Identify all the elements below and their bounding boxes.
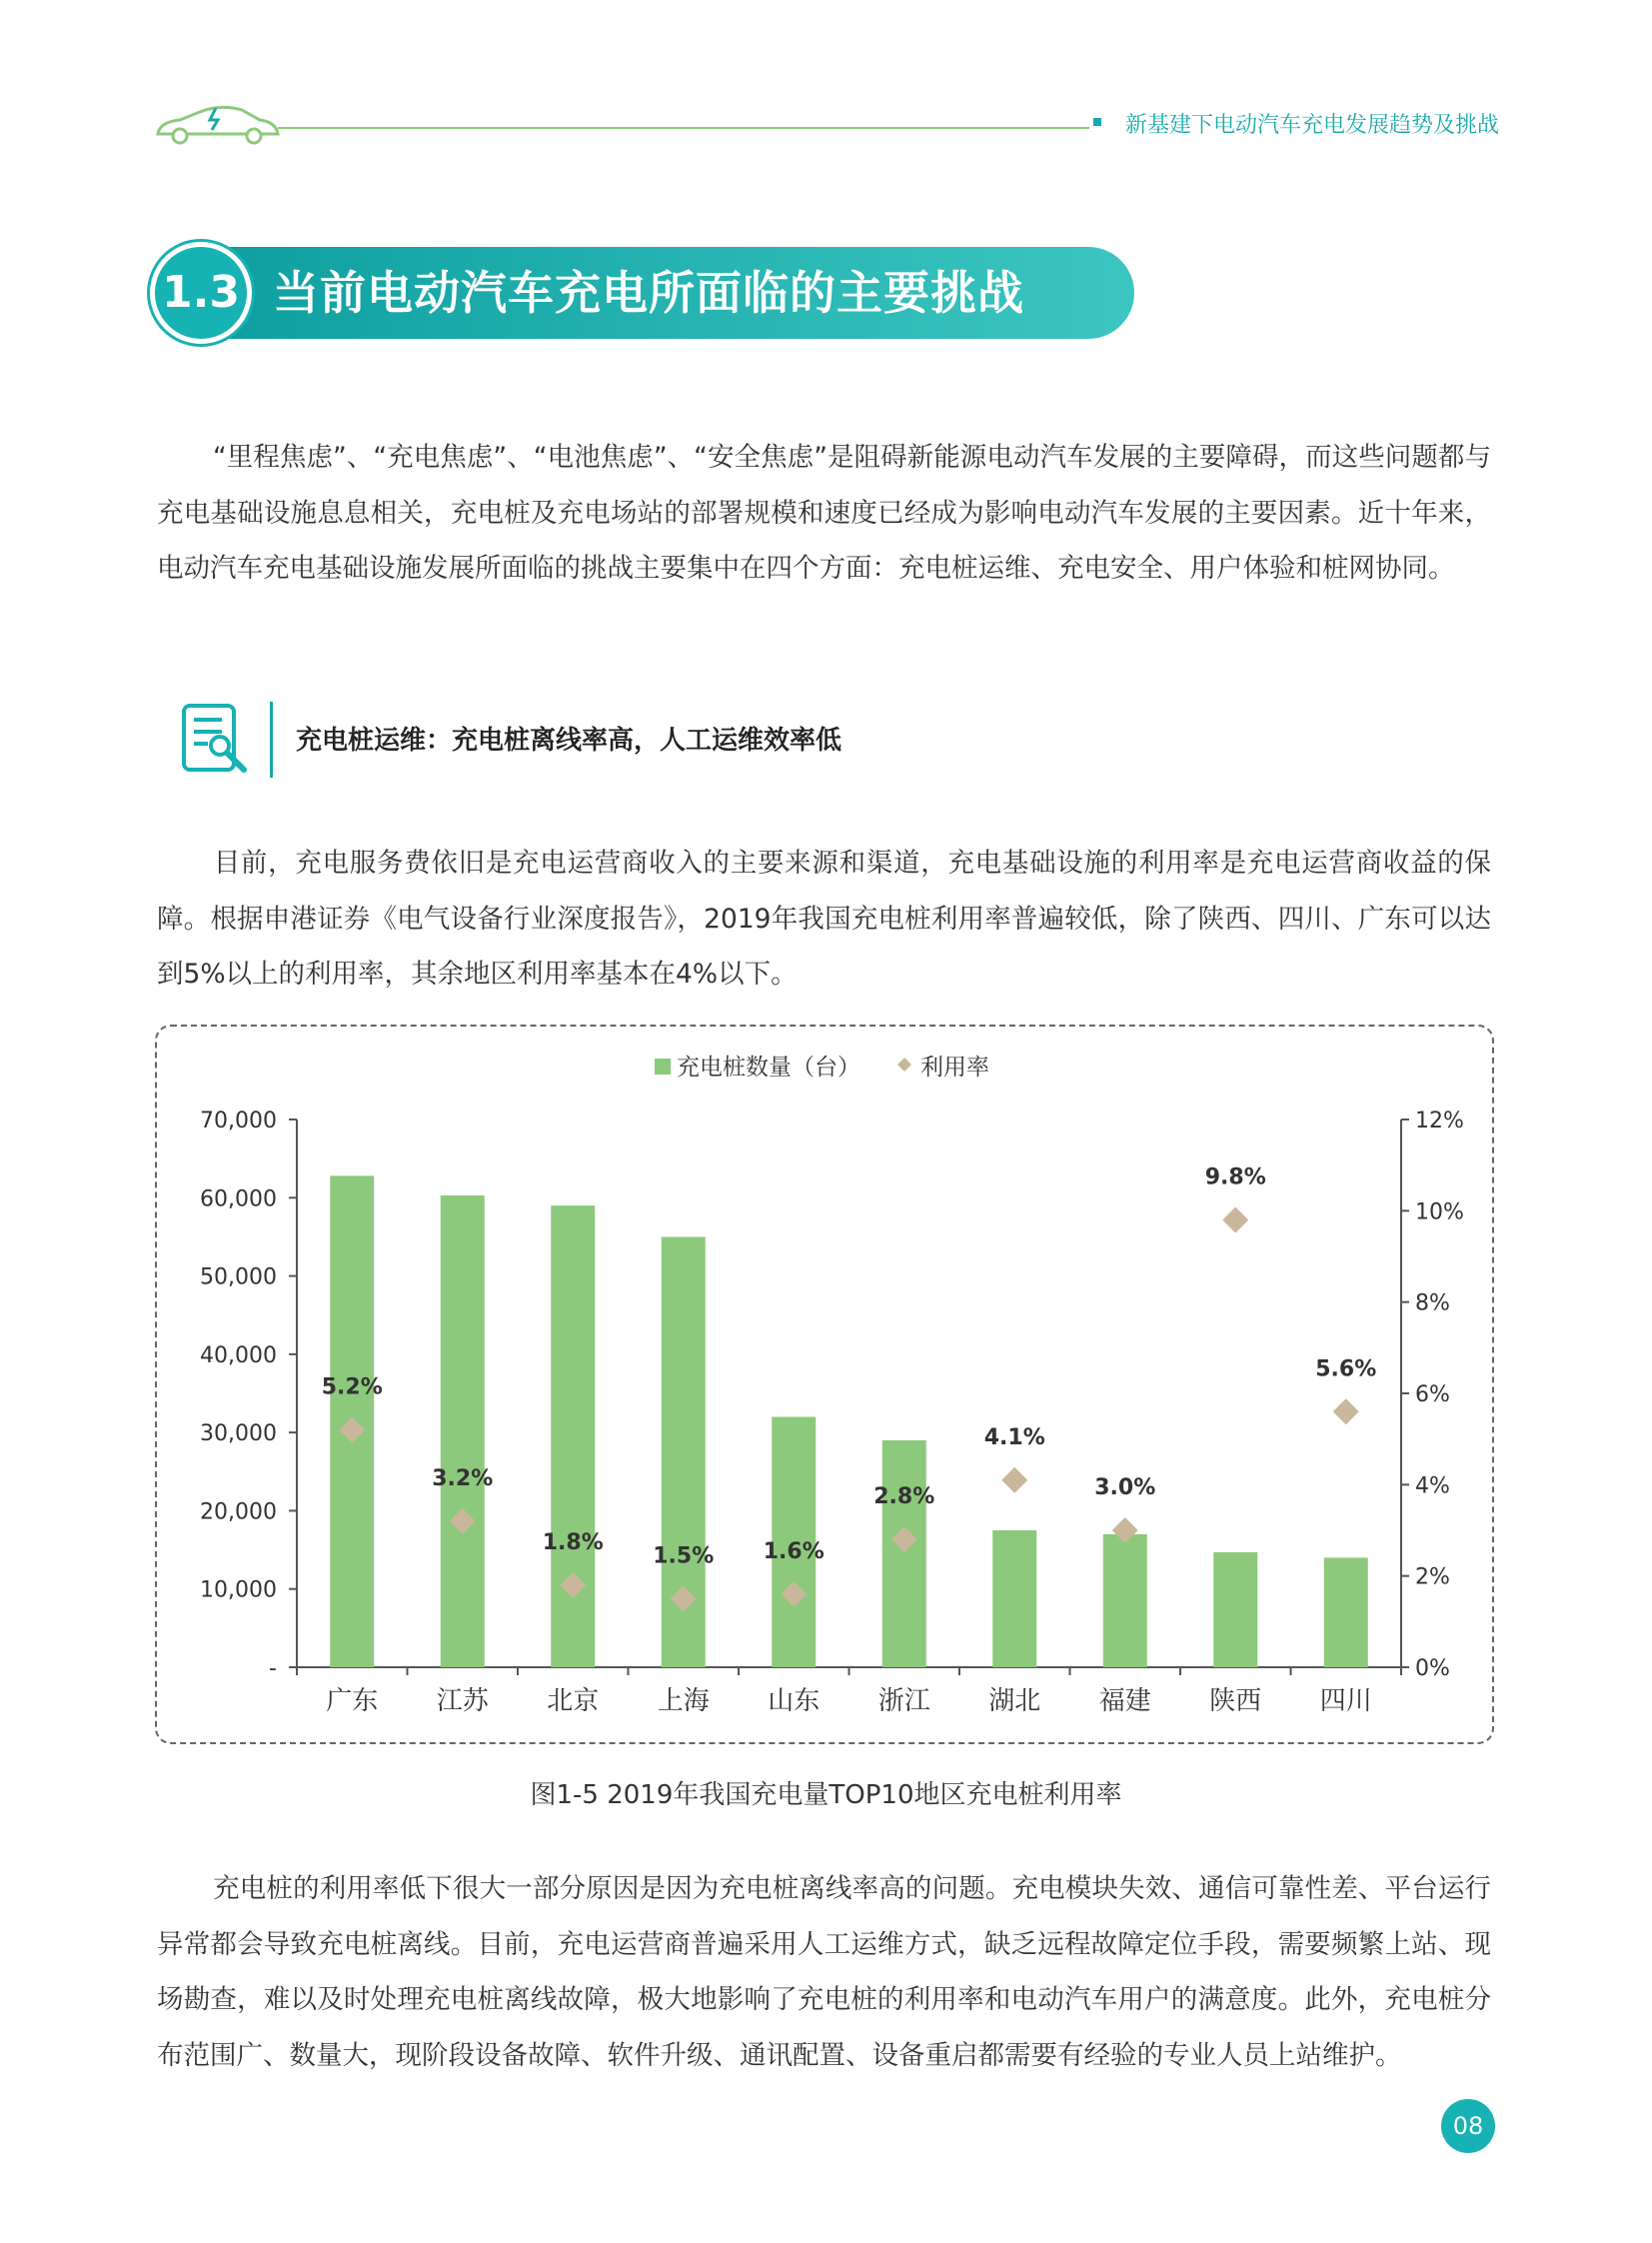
rate-label: 5.2% [321, 1374, 383, 1400]
y-right-tick-label: 0% [1415, 1656, 1450, 1681]
bar-湖北 [992, 1530, 1036, 1667]
rate-label: 4.1% [983, 1424, 1045, 1450]
bar-福建 [1103, 1534, 1147, 1667]
document-wrench-icon [178, 700, 258, 780]
legend-bar-swatch [655, 1059, 671, 1075]
legend-bar-label: 充电桩数量（台） [677, 1055, 860, 1081]
y-right-tick-label: 10% [1415, 1199, 1464, 1225]
x-tick-label: 山东 [768, 1686, 821, 1716]
bar-四川 [1324, 1557, 1368, 1667]
rate-marker-四川 [1333, 1398, 1359, 1424]
car-line-logo-icon [150, 100, 1149, 150]
bar-浙江 [882, 1440, 926, 1667]
x-tick-label: 浙江 [877, 1686, 930, 1716]
section-banner [155, 247, 1134, 339]
y-left-tick-label: - [269, 1656, 277, 1681]
paragraph-2-text: 目前，充电服务费依旧是充电运营商收入的主要来源和渠道，充电基础设施的利用率是充电运营商收益的保障。根据申港证券《电气设备行业深度报告》，2019年我国充电桩利用率普遍较低，除了陕西、四川、广东可以达到5%以上的利用率，其余地区利用率基本在4%以下。 [157, 848, 1491, 990]
rate-label: 9.8% [1204, 1164, 1266, 1190]
y-left-tick-label: 30,000 [200, 1421, 277, 1447]
figure-caption: 图1-5 2019年我国充电量TOP10地区充电桩利用率 [530, 1780, 1122, 1810]
rate-label: 3.2% [432, 1465, 494, 1491]
x-tick-label: 陕西 [1209, 1686, 1262, 1716]
page-number: 08 [1441, 2099, 1495, 2153]
rate-marker-湖北 [1001, 1467, 1027, 1493]
rate-label: 1.6% [763, 1538, 825, 1564]
bar-陕西 [1213, 1552, 1257, 1667]
legend-rate-label: 利用率 [920, 1055, 989, 1081]
x-tick-label: 四川 [1319, 1686, 1372, 1716]
y-right-tick-label: 2% [1415, 1564, 1450, 1590]
y-right-tick-label: 4% [1415, 1473, 1450, 1499]
x-tick-label: 福建 [1098, 1686, 1151, 1716]
section-number: 1.3 [150, 242, 252, 344]
header-bullet [1093, 118, 1101, 126]
utilization-chart [157, 1027, 1496, 1746]
paragraph-1 [157, 430, 1491, 597]
rate-label: 1.5% [653, 1543, 715, 1569]
legend-rate-swatch [897, 1058, 911, 1072]
bar-江苏 [441, 1195, 485, 1667]
rate-marker-陕西 [1222, 1206, 1248, 1232]
x-tick-label: 广东 [326, 1686, 379, 1716]
rate-label: 3.0% [1094, 1475, 1156, 1500]
subheading-text: 充电桩运维：充电桩离线率高，人工运维效率低 [296, 726, 842, 756]
subheading-divider [270, 702, 273, 778]
rate-label: 2.8% [873, 1484, 935, 1510]
y-left-tick-label: 60,000 [200, 1186, 277, 1212]
chart-container [155, 1025, 1494, 1744]
y-left-tick-label: 10,000 [200, 1577, 277, 1603]
paragraph-1-text: “里程焦虑”、“充电焦虑”、“电池焦虑”、“安全焦虑”是阻碍新能源电动汽车发展的主要障碍，而这些问题都与充电基础设施息息相关，充电桩及充电场站的部署规模和速度已经成为影响电动汽车发展的主要因素。近十年来，电动汽车充电基础设施发展所面临的挑战主要集中在四个方面：充电桩运维、充电安全、用户体验和桩网协同。 [157, 442, 1491, 584]
rate-label: 5.6% [1315, 1356, 1377, 1382]
header-title: 新基建下电动汽车充电发展趋势及挑战 [1124, 113, 1499, 138]
y-left-tick-label: 70,000 [200, 1109, 277, 1133]
y-left-tick-label: 20,000 [200, 1499, 277, 1525]
paragraph-2 [157, 836, 1491, 1003]
y-right-tick-label: 12% [1415, 1109, 1464, 1133]
paragraph-3-text: 充电桩的利用率低下很大一部分原因是因为充电桩离线率高的问题。充电模块失效、通信可靠性差、平台运行异常都会导致充电桩离线。目前，充电运营商普遍采用人工运维方式，缺乏远程故障定位手段，需要频繁上站、现场勘查，难以及时处理充电桩离线故障，极大地影响了充电桩的利用率和电动汽车用户的满意度。此外，充电桩分布范围广、数量大，现阶段设备故障、软件升级、通讯配置、设备重启都需要有经验的专业人员上站维护。 [157, 1873, 1491, 2071]
section-title: 当前电动汽车充电所面临的主要挑战 [273, 266, 1024, 320]
y-right-tick-label: 8% [1415, 1290, 1450, 1316]
subheading [178, 700, 1077, 780]
x-tick-label: 湖北 [988, 1686, 1041, 1716]
paragraph-3 [157, 1861, 1491, 2083]
y-left-tick-label: 50,000 [200, 1264, 277, 1290]
page-header [150, 100, 1499, 150]
x-tick-label: 上海 [657, 1686, 710, 1716]
x-tick-label: 江苏 [436, 1686, 489, 1716]
y-left-tick-label: 40,000 [200, 1342, 277, 1368]
rate-label: 1.8% [542, 1529, 604, 1555]
y-right-tick-label: 6% [1415, 1382, 1450, 1407]
x-tick-label: 北京 [547, 1686, 600, 1716]
